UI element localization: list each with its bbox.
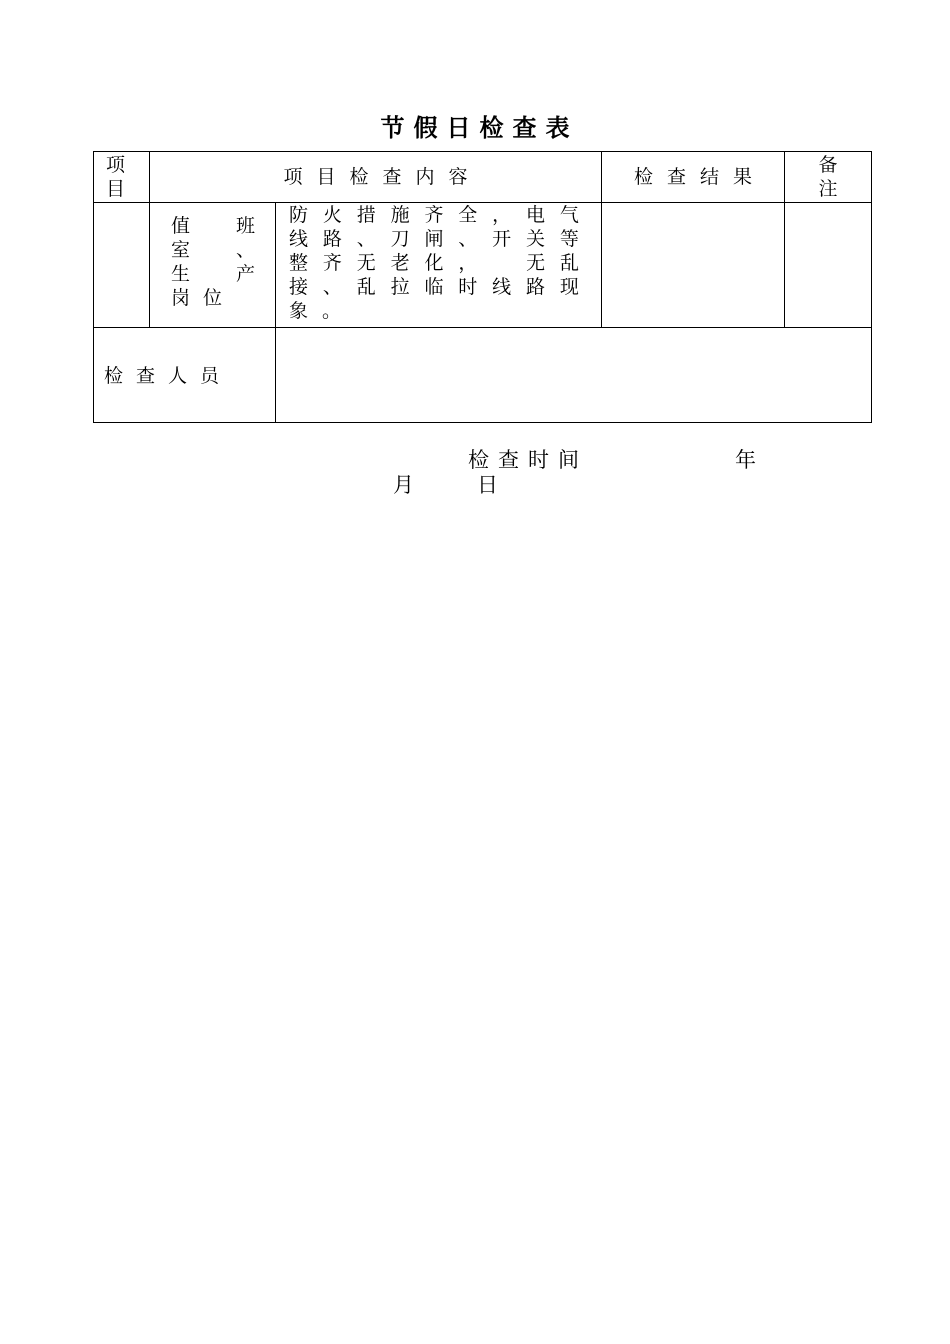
content-char: 闸: [424, 228, 444, 250]
content-char: 齐: [424, 204, 444, 226]
content-char: 开: [492, 228, 512, 250]
content-char: 象: [289, 300, 309, 322]
content-char: 临: [424, 276, 444, 298]
location-line: 室 、: [171, 239, 255, 261]
content-char: 时: [458, 276, 478, 298]
content-char: 全: [458, 204, 478, 226]
content-line: [289, 299, 579, 323]
content-char: ，: [458, 252, 478, 274]
location-line: 岗位: [171, 287, 236, 309]
header-content-label: 项目检查内容: [283, 166, 482, 188]
content-char: 气: [559, 204, 579, 226]
content-char: 、: [356, 228, 376, 250]
content-char: 齐: [322, 252, 342, 274]
content-char: 等: [559, 228, 579, 250]
header-item-line2: 目: [106, 178, 126, 200]
content-char: 乱: [356, 276, 376, 298]
content-char: 接: [289, 276, 309, 298]
result-cell[interactable]: [602, 203, 784, 327]
header-remark-cell: [785, 153, 871, 201]
content-char: 现: [559, 276, 579, 298]
content-char: 措: [356, 204, 376, 226]
content-char: 无: [356, 252, 376, 274]
inspector-value-cell[interactable]: [276, 328, 871, 422]
month-label: 月: [393, 473, 414, 497]
content-char: 老: [390, 252, 410, 274]
content-cell: [289, 203, 579, 323]
content-line: [289, 251, 579, 275]
content-char: 、: [322, 276, 342, 298]
inspection-time-label: 检查时间: [468, 448, 588, 472]
header-remark-line1: 备: [818, 154, 838, 176]
content-char: 、: [458, 228, 478, 250]
content-line: [289, 275, 579, 299]
header-content-cell: [150, 165, 601, 189]
header-item-cell: [94, 153, 149, 201]
remark-cell[interactable]: [785, 203, 871, 327]
location-cell: [171, 214, 255, 310]
content-text: [289, 203, 579, 323]
page-title: 节假日检查表: [380, 113, 579, 142]
header-remark-line2: 注: [818, 178, 838, 200]
content-char: ，: [492, 204, 512, 226]
content-line: [289, 203, 579, 227]
content-char: 路: [322, 228, 342, 250]
inspector-label: 检查人员: [104, 365, 233, 387]
content-char: 刀: [390, 228, 410, 250]
content-char: 路: [526, 276, 546, 298]
location-line: 生 产: [171, 263, 255, 285]
content-char: 乱: [559, 252, 579, 274]
content-char: 火: [322, 204, 342, 226]
content-char: [492, 251, 511, 275]
content-char: 无: [526, 252, 546, 274]
content-char: 施: [390, 204, 410, 226]
content-char: 关: [526, 228, 546, 250]
header-result-label: 检查结果: [633, 166, 766, 188]
year-label: 年: [735, 448, 756, 472]
content-char: 化: [424, 252, 444, 274]
inspector-label-cell: [104, 364, 274, 388]
day-label: 日: [477, 473, 498, 497]
content-char: 。: [322, 300, 342, 322]
content-char: 拉: [390, 276, 410, 298]
header-item-line1: 项: [106, 154, 126, 176]
location-line: 值 班: [171, 215, 255, 237]
content-line: [289, 227, 579, 251]
content-char: 防: [289, 204, 309, 226]
content-char: 电: [526, 204, 546, 226]
content-char: 整: [289, 252, 309, 274]
content-char: 线: [289, 228, 309, 250]
header-result-cell: [602, 165, 784, 189]
content-char: 线: [492, 276, 512, 298]
